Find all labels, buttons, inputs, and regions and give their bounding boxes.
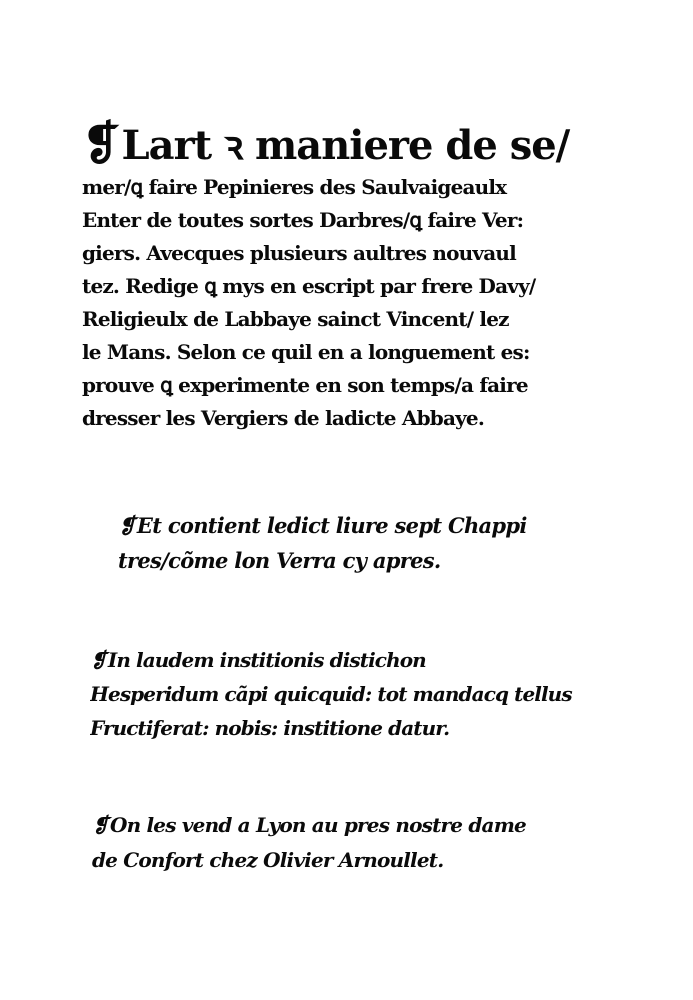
imprint-line: de Confort chez Olivier Arnoullet. <box>92 848 444 872</box>
title-line: Religieulx de Labbaye sainct Vincent/ lez <box>82 307 509 331</box>
title-line: ❡Lart ꝛ maniere de se/ <box>82 118 570 170</box>
pilcrow-icon: ❡ <box>118 513 135 538</box>
contents-note <box>118 508 598 578</box>
title-line: mer/ꝗ faire Pepinieres des Saulvaigeaulx <box>82 175 507 199</box>
distich-line: Fructiferat: nobis: institione datur. <box>90 716 450 740</box>
distich-line: Hesperidum cãpi quicquid: tot mandacq tellus <box>90 682 572 706</box>
contents-line: ❡Et contient ledict liure sept Chappi <box>118 508 598 543</box>
imprint-line: ❡ On les vend a Lyon au pres nostre dame <box>92 808 622 843</box>
contents-line: tres/cõme lon Verra cy apres. <box>118 548 441 573</box>
title-line: Enter de toutes sortes Darbres/ꝗ faire Ver: <box>82 208 524 232</box>
distich <box>90 643 620 745</box>
pilcrow-icon: ❡ <box>90 648 106 672</box>
title-line: giers. Avecques plusieurs aultres nouvaul <box>82 241 516 265</box>
title-line: prouve ꝗ experimente en son temps/a faire <box>82 373 528 397</box>
imprint <box>92 808 622 878</box>
title-block <box>82 118 612 435</box>
distich-line: ❡ In laudem institionis distichon <box>90 643 620 677</box>
title-line: le Mans. Selon ce quil en a longuement es: <box>82 340 530 364</box>
title-line: tez. Redige ꝗ mys en escript par frere Davy/ <box>82 274 536 298</box>
pilcrow-icon: ❡ <box>82 118 120 170</box>
title-line: dresser les Vergiers de ladicte Abbaye. <box>82 406 485 430</box>
pilcrow-icon: ❡ <box>92 813 108 837</box>
